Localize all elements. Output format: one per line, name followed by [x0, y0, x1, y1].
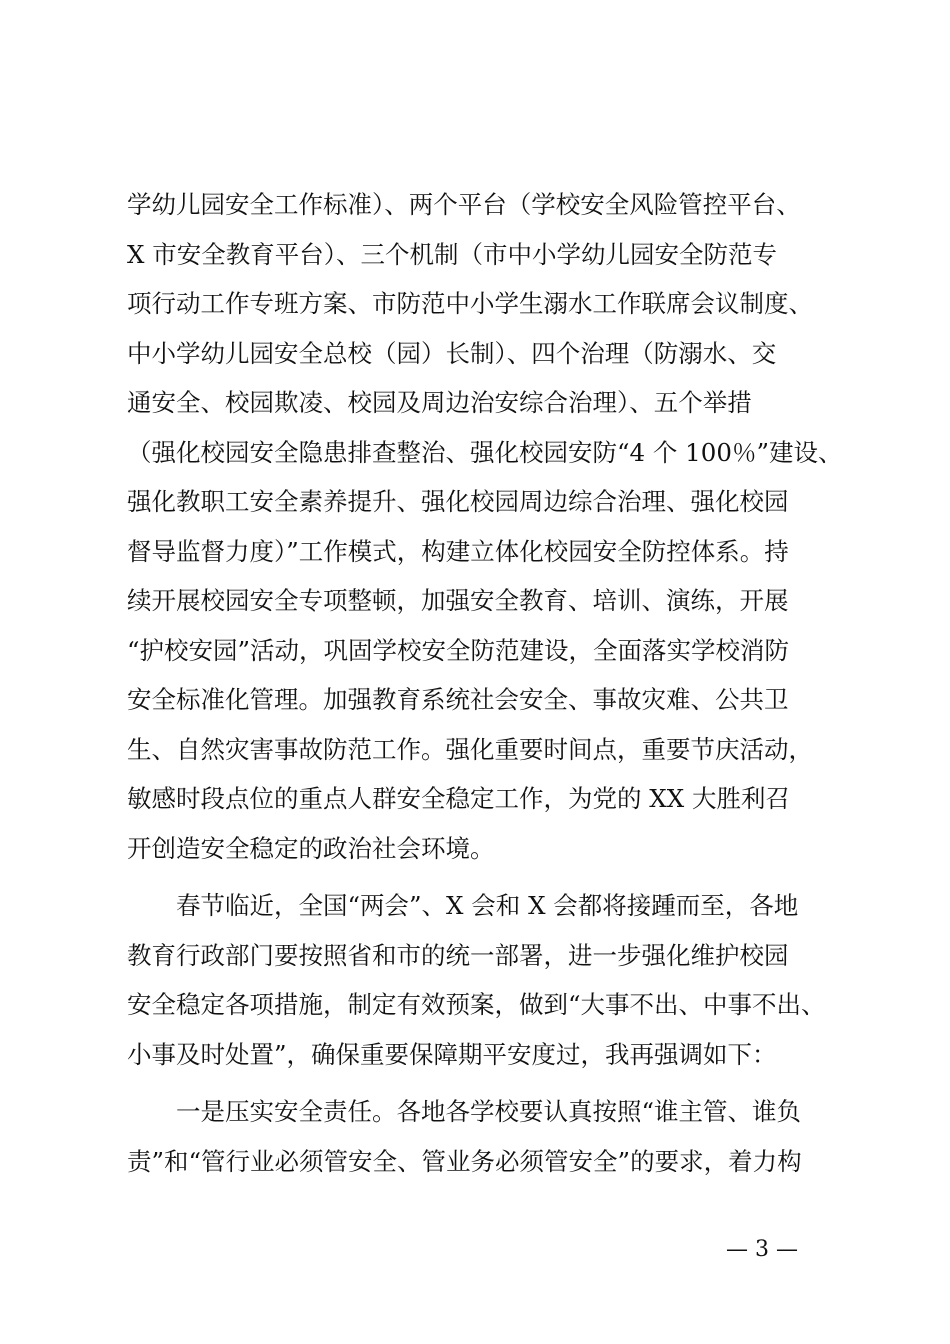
- text-line: 敏感时段点位的重点人群安全稳定工作，为党的 XX 大胜利召: [127, 784, 790, 813]
- page-number: — 3 —: [726, 1237, 798, 1262]
- text-line: 通安全、校园欺凌、校园及周边治安综合治理）、五个举措: [127, 388, 752, 417]
- text-line: 生、自然灾害事故防范工作。强化重要时间点，重要节庆活动，: [127, 734, 813, 764]
- document-body: [127, 180, 843, 1186]
- text-line: 责”和“管行业必须管安全、管业务必须管安全”的要求，着力构: [127, 1146, 802, 1176]
- text-line: 一是压实安全责任。各地各学校要认真按照“谁主管、谁负: [127, 1097, 802, 1126]
- text-line: 督导监督力度）”工作模式，构建立体化校园安全防控体系。持: [127, 536, 789, 566]
- paragraph-first-point: [127, 1087, 839, 1186]
- text-line: “护校安园”活动，巩固学校安全防范建设，全面落实学校消防: [127, 635, 790, 665]
- text-line: 开创造安全稳定的政治社会环境。: [127, 833, 495, 863]
- text-line: 强化教职工安全素养提升、强化校园周边综合治理、强化校园: [127, 487, 789, 516]
- text-line: 续开展校园安全专项整顿，加强安全教育、培训、演练，开展: [127, 586, 789, 615]
- text-line: 学幼儿园安全工作标准）、两个平台（学校安全风险管控平台、: [127, 190, 801, 219]
- paragraph-gap: [127, 873, 839, 881]
- text-line: 安全标准化管理。加强教育系统社会安全、事故灾难、公共卫: [127, 685, 789, 714]
- text-line: 项行动工作专班方案、市防范中小学生溺水工作联席会议制度、: [127, 289, 813, 318]
- text-line: （强化校园安全隐患排查整治、强化校园安防“4 个 100％”建设、: [127, 437, 843, 467]
- text-line: 安全稳定各项措施，制定有效预案，做到“大事不出、中事不出、: [127, 990, 826, 1019]
- paragraph-gap: [127, 1079, 839, 1087]
- text-line: 春节临近，全国“两会”、X 会和 X 会都将接踵而至，各地: [127, 891, 799, 920]
- text-line: 小事及时处置”，确保重要保障期平安度过，我再强调如下：: [127, 1039, 777, 1069]
- text-line: 教育行政部门要按照省和市的统一部署，进一步强化维护校园: [127, 940, 789, 970]
- paragraph-continued: [127, 180, 843, 873]
- text-line: X 市安全教育平台）、三个机制（市中小学幼儿园安全防范专: [127, 239, 777, 269]
- paragraph-spring-festival: [127, 881, 839, 1079]
- text-line: 中小学幼儿园安全总校（园）长制）、四个治理（防溺水、交: [127, 338, 777, 368]
